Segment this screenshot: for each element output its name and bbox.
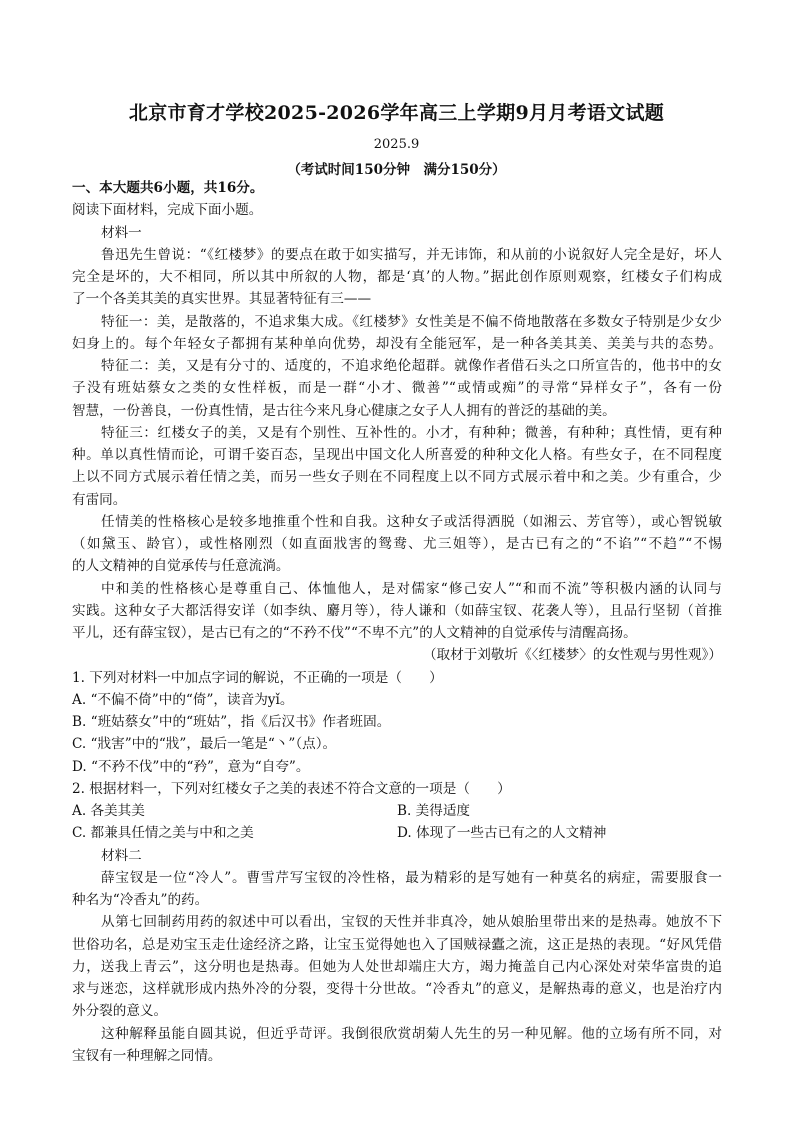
document-body <box>72 177 722 1067</box>
paragraph-line: 特征一：美，是散落的，不追求集大成。《红楼梦》女性美是不偏不倚地散落在多数女子特别是少女少 <box>101 313 722 330</box>
paragraph-line: 特征二：美，又是有分寸的、适度的，不追求绝伦超群。就像作者借石头之口所宣告的，他书中的女 <box>101 358 722 374</box>
question-1-stem: 1. 下列对材料一中加点字词的解说，不正确的一项是（ ） <box>72 669 443 686</box>
paragraph-line: 实践。这种女子大都活得安详（如李纨、麝月等），待人谦和（如薛宝钗、花袭人等），且品行坚韧（首推 <box>72 602 722 619</box>
question-2-stem: 2. 根据材料一，下列对红楼女子之美的表述不符合文意的一项是（ ） <box>72 780 511 797</box>
question-2-options-row <box>72 822 722 844</box>
paragraph-line: 求与迷恋，这样就形成内热外冷的分裂，变得十分世故。“冷香丸”的意义，是解热毒的意义，也是治疗内 <box>72 981 722 997</box>
paragraph-line: 外分裂的意义。 <box>72 1003 168 1020</box>
paragraph-line: 妇身上的。每个年轻女子都拥有某种单向优势，却没有全能冠军，是一种各美其美、美美与共的态势。 <box>72 335 722 352</box>
paragraph-line: 了一个各美其美的真实世界。其显著特征有三—— <box>72 291 372 308</box>
section-heading: 一、本大题共6小题，共16分。 <box>72 180 264 196</box>
paragraph-line: 平儿，还有薛宝钗），是古已有之的“不矜不伐”“不卑不亢”的人文精神的自觉承传与清醒高扬。 <box>72 625 637 641</box>
paragraph-line: 任情美的性格核心是较多地推重个性和自我。这种女子或活得洒脱（如湘云、芳官等），或心智锐敏 <box>101 513 722 530</box>
question-1-option-b: B. “班姑蔡女”中的“班姑”，指《后汉书》作者班固。 <box>72 714 391 730</box>
paragraph-line: （如黛玉、龄官），或性格刚烈（如直面戕害的鸳鸯、尤三姐等），是古已有之的“不谄”“不趋”“不惕 <box>72 536 722 552</box>
question-2-option-b: B. 美得适度 <box>397 803 471 819</box>
question-2-option-a: A. 各美其美 <box>72 803 145 819</box>
paragraph-line: 有雷同。 <box>72 491 127 508</box>
material-label: 材料二 <box>101 847 142 864</box>
instruction: 阅读下面材料，完成下面小题。 <box>72 202 263 219</box>
paragraph-line: 完全是坏的，大不相同，所以其中所叙的人物，都是‘真’的人物。”据此创作原则观察，红楼女子们构成 <box>72 269 722 285</box>
paragraph-line: 力，送我上青云”，这分明也是热毒。但她为人处世却端庄大方，竭力掩盖自己内心深处对荣华富贵的追 <box>72 958 722 975</box>
paragraph-line: 的人文精神的自觉承传与任意流淌。 <box>72 558 290 575</box>
page-title: 北京市育才学校2025-2026学年高三上学期9月月考语文试题 <box>128 102 665 124</box>
paragraph-line: 鲁迅先生曾说：“《红楼梦》的要点在敢于如实描写，并无讳饰，和从前的小说叙好人完全是好，坏人 <box>101 246 722 263</box>
paragraph-line: 上以不同方式展示着任情之美，而另一些女子则在不同程度上以不同方式展示着中和之美。少有重合，少 <box>72 469 722 486</box>
exam-date: 2025.9 <box>373 137 420 152</box>
paragraph-line: 这种解释虽能自圆其说，但近乎苛评。我倒很欣赏胡菊人先生的另一种见解。他的立场有所不同，对 <box>101 1025 722 1042</box>
question-2-option-c: C. 都兼具任情之美与中和之美 <box>72 825 254 842</box>
paragraph-line: 从第七回制药用药的叙述中可以看出，宝钗的天性并非真冷，她从娘胎里带出来的是热毒。她放不下 <box>101 914 722 931</box>
paragraph-line: 种名为“冷香丸”的药。 <box>72 892 209 908</box>
paragraph-line: 世俗功名，总是劝宝玉走仕途经济之路，让宝玉觉得她也入了国贼禄蠹之流，这正是热的表现。“好风凭借 <box>72 936 722 953</box>
paragraph-line: 特征三：红楼女子的美，又是有个别性、互补性的。小才，有种种；微善，有种种；真性情，更有种 <box>101 424 722 441</box>
source-citation: （取材于刘敬圻《〈红楼梦〉的女性观与男性观》） <box>422 647 722 664</box>
question-1-option-d: D. “不矜不伐”中的“矜”，意为“自夸”。 <box>72 758 310 775</box>
question-2-options-row <box>72 800 722 822</box>
paragraph-line: 种。单以真性情而论，可谓千姿百态，呈现出中国文化人所喜爱的种种文化人格。有些女子，在不同程度 <box>72 447 722 463</box>
question-1-option-c: C. “戕害”中的“戕”，最后一笔是“丶”（点）。 <box>72 736 337 753</box>
paragraph-line: 智慧，一份善良，一份真性情，是古往今来凡身心健康之女子人人拥有的普泛的基础的美。 <box>72 402 616 419</box>
exam-info: （考试时间150分钟 满分150分） <box>287 162 506 178</box>
paragraph-line: 薛宝钗是一位“冷人”。曹雪芹写宝钗的冷性格，最为精彩的是写她有一种莫名的病症，需要服食一 <box>101 869 722 886</box>
question-2-option-d: D. 体现了一些古已有之的人文精神 <box>397 825 607 842</box>
paragraph-line: 子没有班姑蔡女之类的女性样板，而是一群“小才、微善”“或情或痴”的寻常“异样女子”，各有一份 <box>72 380 722 397</box>
material-label: 材料一 <box>101 224 142 241</box>
paragraph-line: 宝钗有一种理解之同情。 <box>72 1047 222 1064</box>
paragraph-line: 中和美的性格核心是尊重自己、体恤他人，是对儒家“修己安人”“和而不流”等积极内涵的认同与 <box>101 580 722 597</box>
question-1-option-a: A. “不偏不倚”中的“倚”，读音为yǐ。 <box>72 691 294 708</box>
